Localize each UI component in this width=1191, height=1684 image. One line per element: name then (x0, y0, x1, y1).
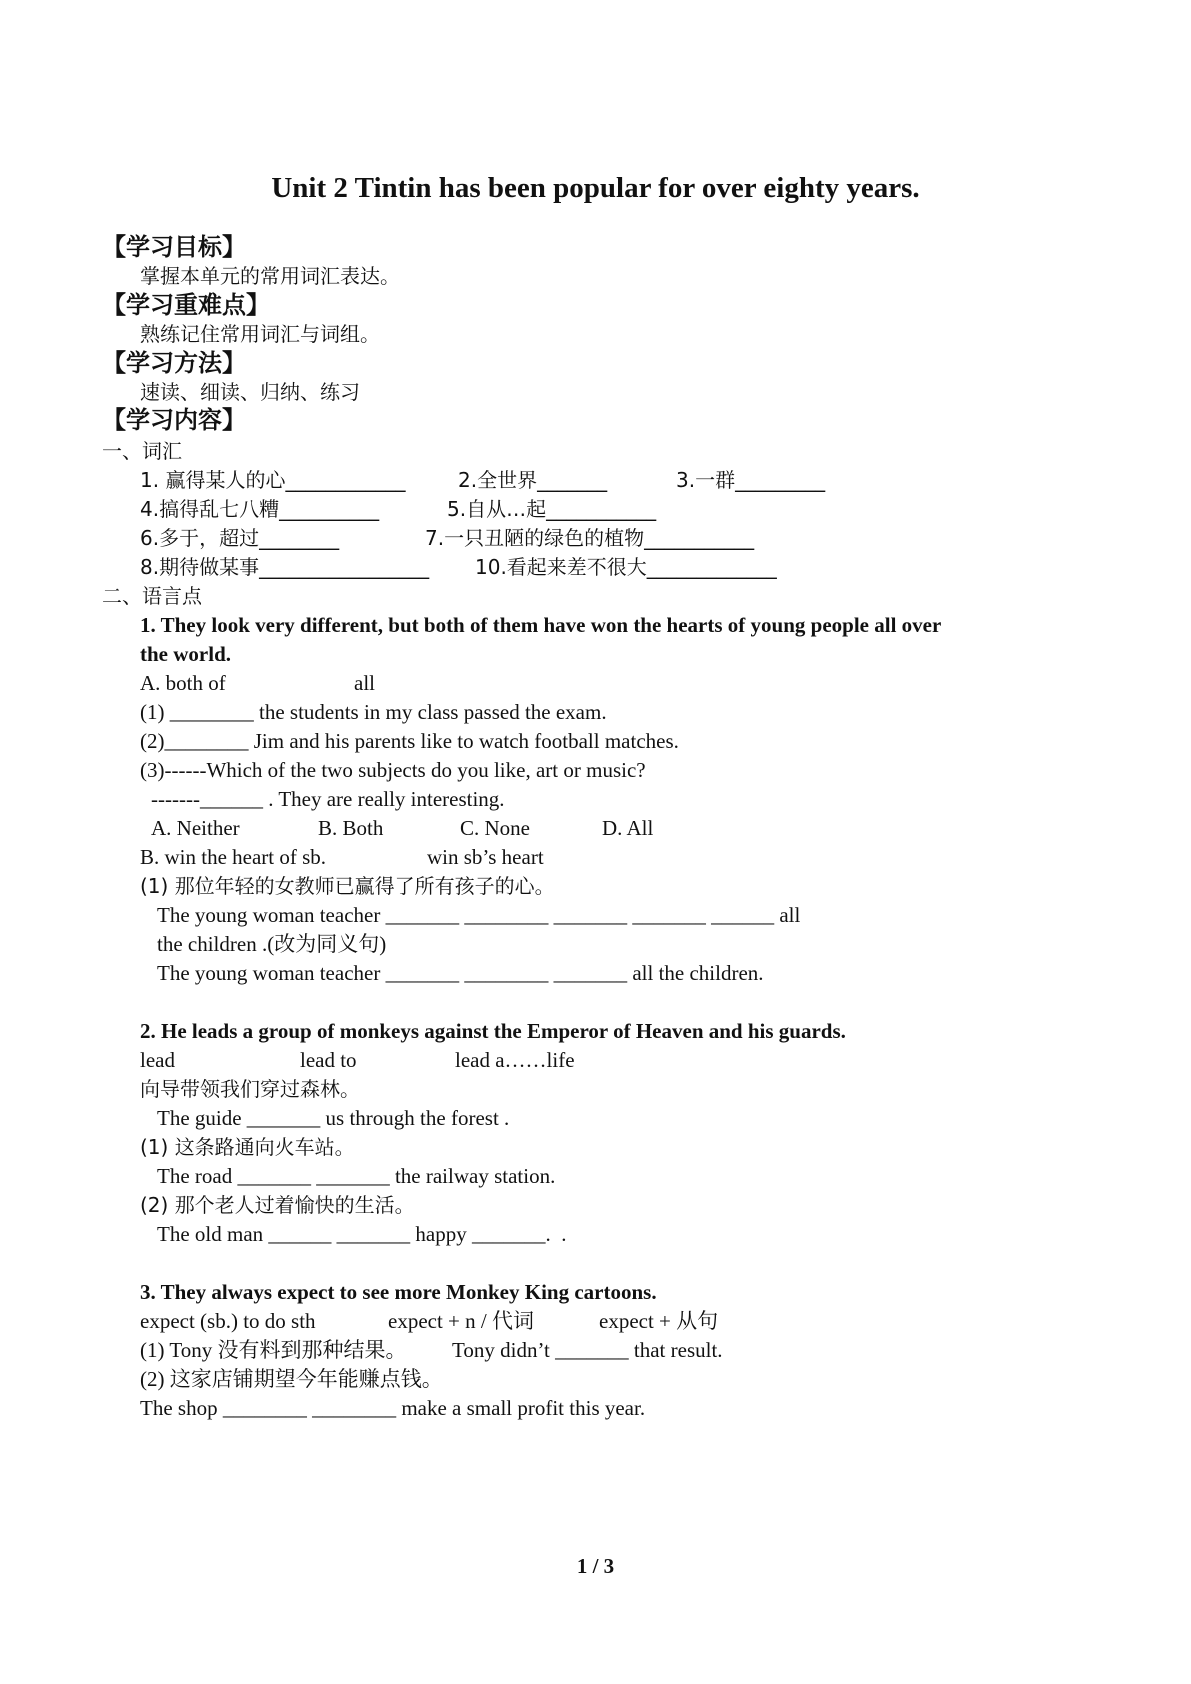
point-3-q1-en: Tony didn’t _______ that result. (452, 1338, 723, 1362)
vocab-item-3: 3.一群_________ (676, 468, 826, 492)
vocab-item-1: 1. 赢得某人的心____________ (140, 468, 406, 492)
point-1-q3: (3)------Which of the two subjects do you like, art or music? (140, 758, 646, 782)
content-heading: 【学习内容】 (102, 406, 246, 434)
point-2-sentence: 2. He leads a group of monkeys against the Emperor of Heaven and his guards. (140, 1019, 846, 1043)
vocab-item-7: 7.一只丑陋的绿色的植物___________ (425, 526, 755, 550)
page-title: Unit 2 Tintin has been popular for over eighty years. (271, 172, 920, 204)
point-2-en-2: The old man ______ _______ happy _______. . (157, 1222, 567, 1246)
option-c: C. None (460, 816, 530, 840)
method-heading: 【学习方法】 (102, 349, 246, 377)
point-2-word-1: lead (140, 1048, 175, 1072)
option-a: A. Neither (151, 816, 240, 840)
point-1-sentence: 1. They look very different, but both of them have won the hearts of young people all over (140, 613, 942, 637)
point-2-word-2: lead to (300, 1048, 357, 1072)
point-1-a-label: A. both of (140, 671, 226, 695)
point-2-cn-1: (1) 这条路通向火车站。 (140, 1135, 355, 1159)
goal-heading: 【学习目标】 (102, 233, 246, 261)
point-3-pattern-2: expect + n / 代词 (388, 1309, 534, 1333)
point-1-b-alt: win sb’s heart (427, 845, 544, 869)
point-1-b1-en-rewrite: The young woman teacher _______ ________ _______ all the children. (157, 961, 764, 985)
page-number: 1 / 3 (576, 1554, 615, 1578)
point-2-word-3: lead a……life (455, 1048, 575, 1072)
point-3-q2-en: The shop ________ ________ make a small profit this year. (140, 1396, 646, 1420)
point-3-pattern-1: expect (sb.) to do sth (140, 1309, 316, 1333)
option-b: B. Both (318, 816, 384, 840)
point-3-q2-cn: (2) 这家店铺期望今年能赚点钱。 (140, 1367, 443, 1391)
language-heading: 二、语言点 (102, 584, 202, 608)
point-1-q3-answer: -------______ . They are really interesting. (151, 787, 505, 811)
point-1-b1-en: The young woman teacher _______ ________ _______ _______ ______ all (157, 903, 801, 927)
vocab-heading: 一、词汇 (102, 439, 182, 463)
method-text: 速读、细读、归纳、练习 (140, 380, 360, 404)
key-text: 熟练记住常用词汇与词组。 (140, 322, 380, 346)
point-3-pattern-3: expect + 从句 (599, 1309, 719, 1333)
point-1-q1: (1) ________ the students in my class passed the exam. (140, 700, 607, 724)
vocab-item-4: 4.搞得乱七八糟__________ (140, 497, 380, 521)
vocab-item-8: 8.期待做某事_________________ (140, 555, 430, 579)
vocab-item-5: 5.自从…起___________ (447, 497, 657, 521)
point-2-cn-2: (2) 那个老人过着愉快的生活。 (140, 1193, 415, 1217)
vocab-item-6: 6.多于，超过________ (140, 526, 340, 550)
vocab-item-10: 10.看起来差不很大_____________ (475, 555, 777, 579)
point-3-q1-cn: (1) Tony 没有料到那种结果。 (140, 1338, 407, 1362)
point-1-sentence-cont: the world. (140, 642, 231, 666)
point-2-en-1: The road _______ _______ the railway station. (157, 1164, 556, 1188)
point-2-cn-0: 向导带领我们穿过森林。 (140, 1077, 360, 1101)
point-1-b1-en-cont: the children .(改为同义句) (157, 932, 387, 956)
point-1-q2: (2)________ Jim and his parents like to watch football matches. (140, 729, 679, 753)
point-1-b1-cn: (1) 那位年轻的女教师已赢得了所有孩子的心。 (140, 874, 555, 898)
goal-text: 掌握本单元的常用词汇表达。 (140, 264, 400, 288)
point-1-a-all: all (354, 671, 375, 695)
point-3-sentence: 3. They always expect to see more Monkey King cartoons. (140, 1280, 657, 1304)
option-d: D. All (602, 816, 654, 840)
key-heading: 【学习重难点】 (102, 291, 270, 319)
vocab-item-2: 2.全世界_______ (458, 468, 608, 492)
point-1-b-label: B. win the heart of sb. (140, 845, 327, 869)
point-2-en-0: The guide _______ us through the forest . (157, 1106, 510, 1130)
